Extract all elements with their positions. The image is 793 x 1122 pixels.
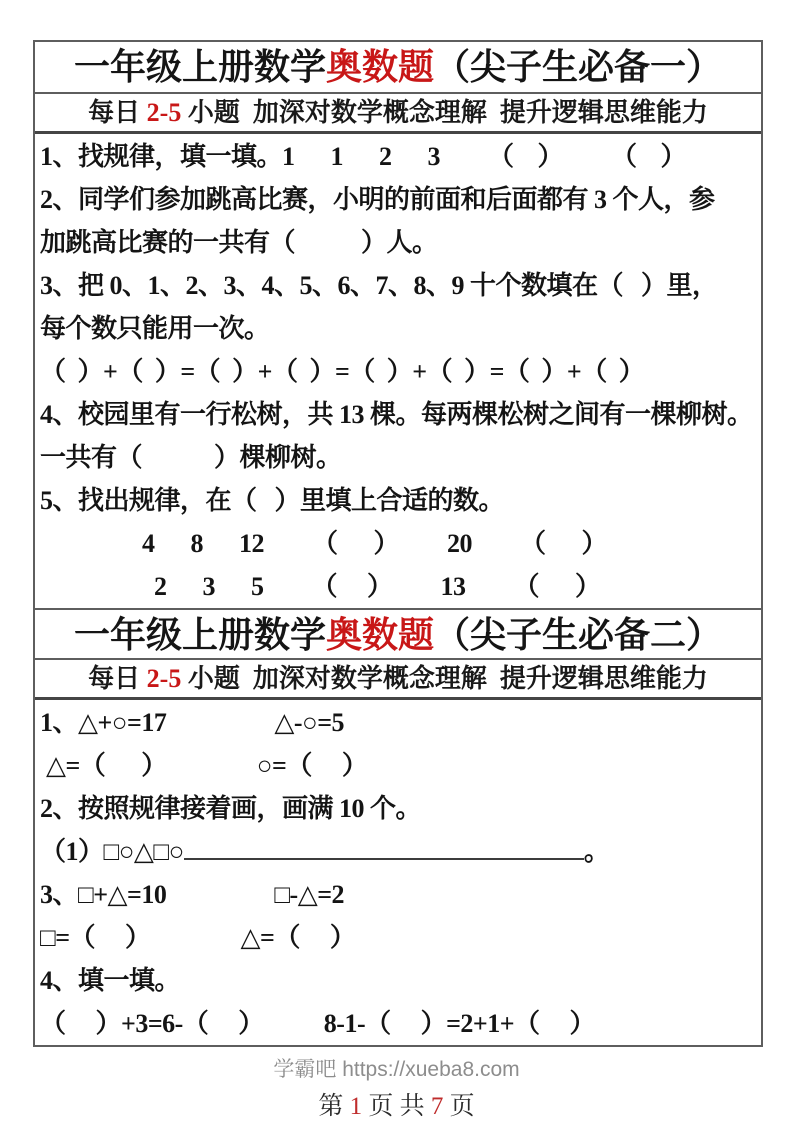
footer-page-label-pre: 第: [318, 1093, 350, 1120]
footer-site-url: 学霸吧 https://xueba8.com: [273, 1058, 520, 1081]
section1-subtitle: [35, 94, 761, 134]
section2-title: [35, 608, 761, 660]
section1-subtitle-post: 小题 加深对数学概念理解 提升逻辑思维能力: [181, 98, 708, 127]
s1-problem3-line2: 每个数只能用一次。: [40, 314, 270, 343]
section1-title-prefix: 一年级上册数学: [73, 47, 326, 87]
section2-title-suffix: （尖子生必备二）: [434, 615, 723, 655]
page-footer: [0, 1053, 793, 1122]
s1-problem2-line2: 加跳高比赛的一共有（ ）人。: [40, 228, 438, 257]
s2-problem4-line1: 4、填一填。: [40, 966, 181, 995]
s1-problem5-sequence1: 4 8 12 （ ） 20 （ ）: [40, 529, 608, 558]
pattern-period: 。: [583, 837, 610, 866]
footer-page-label-mid: 页 共: [362, 1093, 431, 1120]
section1-title-suffix: （尖子生必备一）: [434, 47, 723, 87]
section2-subtitle: [35, 660, 761, 700]
s2-problem4-line2: （ ）+3=6-（ ） 8-1-（ ）=2+1+（ ）: [40, 1009, 596, 1038]
footer-page-label-post: 页: [443, 1093, 475, 1120]
section2-title-highlight: 奥数题: [325, 615, 434, 655]
s1-problem1-line: 1、找规律，填一填。1 1 2 3 （ ） （ ）: [40, 142, 687, 171]
section2-subtitle-post: 小题 加深对数学概念理解 提升逻辑思维能力: [181, 664, 708, 693]
s2-problem3-line1: 3、□+△=10 □-△=2: [40, 880, 345, 909]
worksheet-table: [33, 40, 763, 1047]
section2-title-prefix: 一年级上册数学: [73, 615, 326, 655]
footer-page-total: 7: [430, 1093, 444, 1120]
section2-subtitle-highlight: 2-5: [146, 664, 182, 693]
footer-page-current: 1: [349, 1093, 363, 1120]
section1-title: [35, 42, 761, 94]
section2-problems: [35, 700, 761, 1045]
s2-problem3-line2: □=（ ） △=（ ）: [40, 923, 356, 952]
s1-problem2-line1: 2、同学们参加跳高比赛，小明的前面和后面都有 3 个人，参: [40, 185, 715, 214]
answer-blank-line: [184, 856, 584, 860]
s2-problem2-line: 2、按照规律接着画，画满 10 个。: [40, 794, 422, 823]
section1-subtitle-highlight: 2-5: [146, 98, 182, 127]
s1-problem4-line1: 4、校园里有一行松树，共 13 棵。每两棵松树之间有一棵柳树。: [40, 400, 753, 429]
footer-page-indicator: [0, 1086, 793, 1122]
s2-problem1-line1: 1、△+○=17 △-○=5: [40, 708, 345, 737]
s1-problem5-sequence2: 2 3 5 （ ） 13 （ ）: [40, 572, 601, 601]
s1-problem3-line1: 3、把 0、1、2、3、4、5、6、7、8、9 十个数填在（ ）里，: [40, 271, 718, 300]
s1-problem4-line2: 一共有（ ）棵柳树。: [40, 443, 342, 472]
s1-problem3-equation-line: （ ）+（ ）=（ ）+（ ）=（ ）+（ ）=（ ）+（ ）: [40, 357, 645, 386]
section1-subtitle-pre: 每日: [88, 98, 147, 127]
s2-problem1-line2: △=（ ） ○=（ ）: [40, 751, 368, 780]
s1-problem5-line: 5、找出规律，在（ ）里填上合适的数。: [40, 486, 505, 515]
section2-subtitle-pre: 每日: [88, 664, 147, 693]
section1-problems: [35, 134, 761, 608]
pattern-shapes: （1）□○△□○: [40, 837, 184, 866]
s2-problem2-pattern-line: [40, 830, 756, 873]
section1-title-highlight: 奥数题: [325, 47, 434, 87]
